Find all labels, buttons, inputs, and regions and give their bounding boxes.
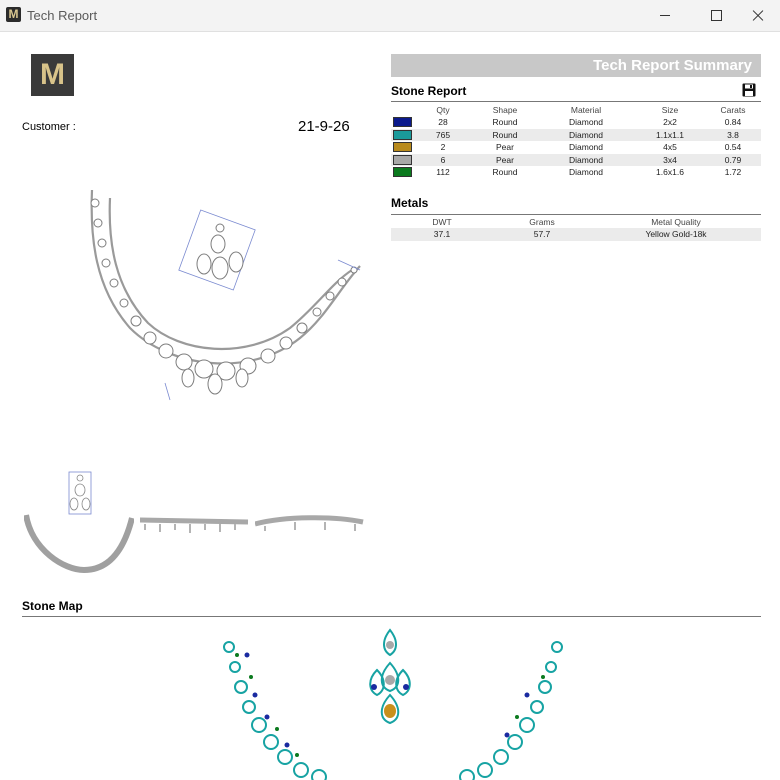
window-titlebar (0, 0, 780, 32)
qty-cell: 28 (438, 117, 448, 128)
size-cell: 2x2 (663, 117, 677, 128)
table-header (391, 216, 761, 228)
carats-cell: 1.72 (724, 167, 742, 178)
material-cell: Diamond (568, 167, 604, 178)
color-swatch (393, 142, 412, 152)
table-row (391, 228, 761, 241)
column-header: Metal Quality (651, 217, 701, 227)
stone-report-divider (391, 101, 761, 102)
size-cell: 1.1x1.1 (635, 129, 705, 142)
table-row (391, 166, 761, 179)
color-swatch (393, 130, 412, 140)
grams-cell: 57.7 (493, 228, 591, 241)
color-swatch (393, 155, 412, 165)
color-swatch (393, 117, 412, 127)
table-row (391, 129, 761, 142)
carats-cell: 0.84 (724, 117, 742, 128)
table-row (391, 141, 761, 154)
table-header (391, 104, 761, 116)
size-cell: 4x5 (663, 142, 677, 153)
stone-report-table (391, 104, 761, 179)
metals-table (391, 216, 761, 241)
column-header (391, 104, 413, 116)
size-cell: 1.6x1.6 (656, 167, 684, 178)
thumbnail-top-view[interactable] (255, 510, 365, 535)
stone-report-title: Stone Report (391, 84, 467, 98)
stone-map-diagram (207, 625, 577, 780)
qty-cell: 112 (436, 167, 450, 178)
material-cell: Diamond (568, 117, 604, 128)
app-icon: M (6, 7, 21, 22)
brand-logo: M (31, 54, 74, 96)
summary-title: Tech Report Summary (593, 57, 752, 74)
save-icon[interactable] (742, 83, 756, 97)
metal-quality-cell: Yellow Gold-18k (591, 228, 761, 241)
minimize-button[interactable] (642, 0, 688, 31)
qty-cell: 765 (413, 129, 473, 142)
column-header: Carats (720, 105, 746, 115)
thumbnail-side-view[interactable] (140, 510, 250, 535)
summary-header (391, 54, 761, 77)
maximize-button[interactable] (692, 0, 738, 31)
shape-cell: Pear (496, 142, 514, 153)
metals-title: Metals (391, 196, 429, 210)
column-header: Grams (529, 217, 555, 227)
necklace-render (70, 178, 370, 408)
thumbnail-front-view[interactable] (24, 470, 134, 575)
report-date: 21-9-26 (298, 118, 350, 135)
window-title: Tech Report (27, 8, 98, 23)
shape-cell: Round (492, 167, 518, 178)
shape-cell: Round (473, 129, 537, 142)
dwt-cell: 37.1 (391, 228, 493, 241)
table-row (391, 154, 761, 167)
shape-cell: Round (492, 117, 518, 128)
customer-label: Customer : (22, 121, 76, 133)
material-cell: Diamond (568, 142, 604, 153)
column-header: DWT (432, 217, 452, 227)
table-row (391, 116, 761, 129)
shape-cell: Pear (473, 154, 537, 167)
close-button[interactable] (735, 0, 780, 31)
metals-divider (391, 214, 761, 215)
qty-cell: 6 (413, 154, 473, 167)
column-header: Shape (492, 105, 518, 115)
size-cell: 3x4 (635, 154, 705, 167)
stone-map-title: Stone Map (22, 599, 83, 613)
carats-cell: 0.79 (705, 154, 761, 167)
qty-cell: 2 (440, 142, 446, 153)
stone-map-divider (22, 616, 761, 617)
material-cell: Diamond (537, 154, 635, 167)
color-swatch (393, 167, 412, 177)
column-header: Material (570, 105, 602, 115)
column-header: Size (661, 105, 679, 115)
material-cell: Diamond (537, 129, 635, 142)
column-header: Qty (436, 105, 450, 115)
carats-cell: 0.54 (724, 142, 742, 153)
carats-cell: 3.8 (705, 129, 761, 142)
